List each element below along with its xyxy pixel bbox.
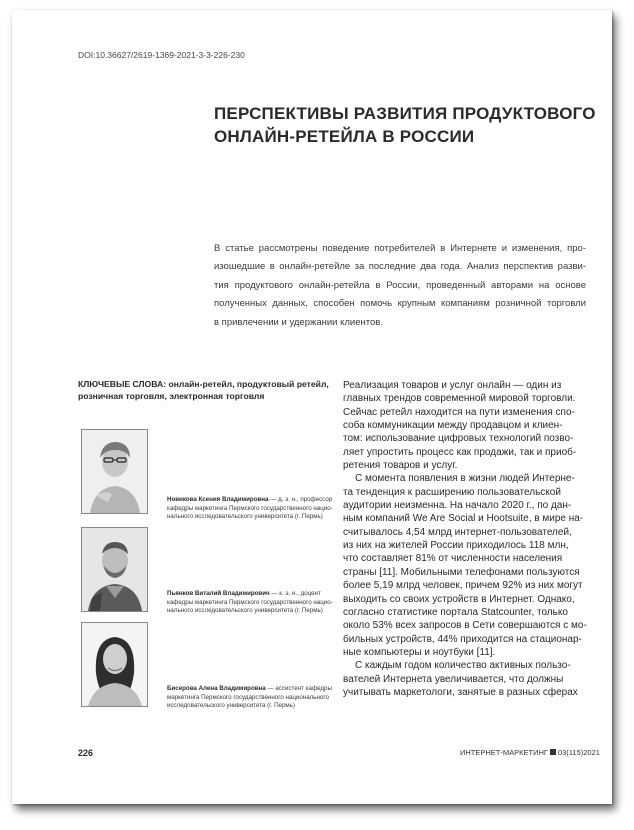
title-line: ПЕРСПЕКТИВЫ РАЗВИТИЯ ПРОДУКТОВОГО (214, 104, 596, 123)
body-line: ляет упростить процесс как продажи, так и приоб- (343, 446, 577, 458)
body-line: Сейчас ретейл находится на пути изменения спо- (343, 406, 575, 418)
author-affiliation-line: нального исследовательского университета (г. Пермь) (167, 607, 323, 615)
body-line: С момента появления в жизни людей Интерне- (355, 473, 575, 485)
author-name: Новикова Ксения Владимировна (167, 496, 269, 503)
keywords (78, 379, 338, 402)
author-affiliation-line: кафедры маркетинга Пермского государственного нацио- (167, 598, 333, 606)
man-portrait-icon (82, 528, 147, 611)
body-line: страны [11]. Мобильными телефонами пользуются (343, 566, 580, 578)
body-line: ным компаний We Are Social и Hootsuite, в мире на- (343, 513, 584, 525)
abstract-line: В статье рассмотрены поведение потребителей в Интернете и изменения, про- (214, 243, 586, 254)
page-number: 226 (78, 748, 94, 758)
doi-line: DOI:10.36627/2619-1369-2021-3-3-226-230 (78, 50, 245, 60)
body-line: Реализация товаров и услуг онлайн — один из (343, 380, 562, 391)
author-biserova (167, 685, 347, 711)
abstract-line: полученных данных, способен помочь крупным компаниям розничной торговли (214, 298, 586, 310)
keywords-line: розничная торговля, электронная торговля (78, 390, 265, 401)
journal-footer (460, 748, 600, 757)
author-novikova (167, 496, 347, 522)
body-line: та тенденция к расширению пользовательской (343, 486, 561, 498)
body-line: ретения товаров и услуг. (343, 460, 458, 472)
author-position: — ассистент кафедры (265, 685, 332, 692)
body-line: считывалось 4,54 млрд интернет-пользователей, (343, 526, 572, 538)
article-title (214, 102, 594, 148)
author-name: Пьянков Виталий Владимирович (167, 590, 270, 597)
body-line: С каждым годом количество активных пользо- (355, 660, 571, 672)
body-line: учитывать маркетологи, занятые в разных сферах (343, 686, 578, 698)
author-affiliation-line: маркетинга Пермского государственного национального (167, 693, 329, 701)
article-body (343, 379, 599, 699)
body-line: том: использование цифровых технологий позво- (343, 433, 574, 445)
author-photo-novikova (81, 429, 148, 514)
keywords-line: КЛЮЧЕВЫЕ СЛОВА: онлайн-ретейл, продуктовый ретейл, (78, 379, 329, 389)
body-line: из них на жителей России приходилось 118 млн, (343, 540, 569, 552)
body-line: бильных устройств, 44% приходится на стационар- (343, 633, 582, 645)
woman-portrait-icon (82, 430, 147, 513)
author-photo-biserova (81, 622, 148, 707)
body-line: соба коммуникации между продавцом и клиен- (343, 420, 563, 432)
author-name: Бисерова Алена Владимировна (167, 685, 266, 692)
body-line: ные компьютеры и ноутбуки [11]. (343, 646, 496, 658)
abstract-line: тия продуктового онлайн-ретейла в России, проведенный авторами на основе (214, 279, 586, 291)
journal-issue: 03(115)2021 (557, 748, 600, 757)
body-line: аудитории неизменна. На начало 2020 г., по дан- (343, 500, 572, 512)
journal-page (12, 10, 612, 804)
journal-name: ИНТЕРНЕТ-МАРКЕТИНГ (460, 748, 548, 757)
woman-portrait-icon (82, 623, 147, 706)
body-line: более 5,19 млрд человек, причем 92% из них могут (343, 580, 583, 592)
body-line: что составляет 81% от численности населения (343, 553, 563, 565)
body-line: около 53% всех запросов в Сети совершаются с мо- (343, 620, 587, 632)
abstract (214, 240, 586, 332)
author-affiliation-line: кафедры маркетинга Пермского государственного нацио- (167, 504, 333, 512)
abstract-line: изошедшие в онлайн-ретейле за последние два года. Анализ перспектив разви- (214, 261, 586, 273)
body-line: вателей Интернета увеличивается, что должны (343, 673, 564, 685)
title-line: ОНЛАЙН-РЕТЕЙЛА В РОССИИ (214, 127, 475, 146)
author-photo-pyankov (81, 527, 148, 612)
body-line: согласно статистике портала Statcounter, только (343, 606, 568, 618)
body-line: выходить со своих устройств в Интернет. Однако, (343, 593, 575, 605)
author-position: — к. э. н., доцент (269, 590, 321, 597)
author-pyankov (167, 590, 347, 616)
abstract-line: в привлечении и удержании клиентов. (214, 316, 383, 328)
author-affiliation-line: нального исследовательского университета (г. Пермь) (167, 513, 323, 521)
author-affiliation-line: исследовательского университета (г. Пермь) (167, 702, 295, 710)
body-line: главных трендов современной мировой торговли. (343, 393, 576, 405)
author-position: — д. э. н., профессор (268, 496, 333, 503)
square-separator-icon (550, 749, 556, 755)
